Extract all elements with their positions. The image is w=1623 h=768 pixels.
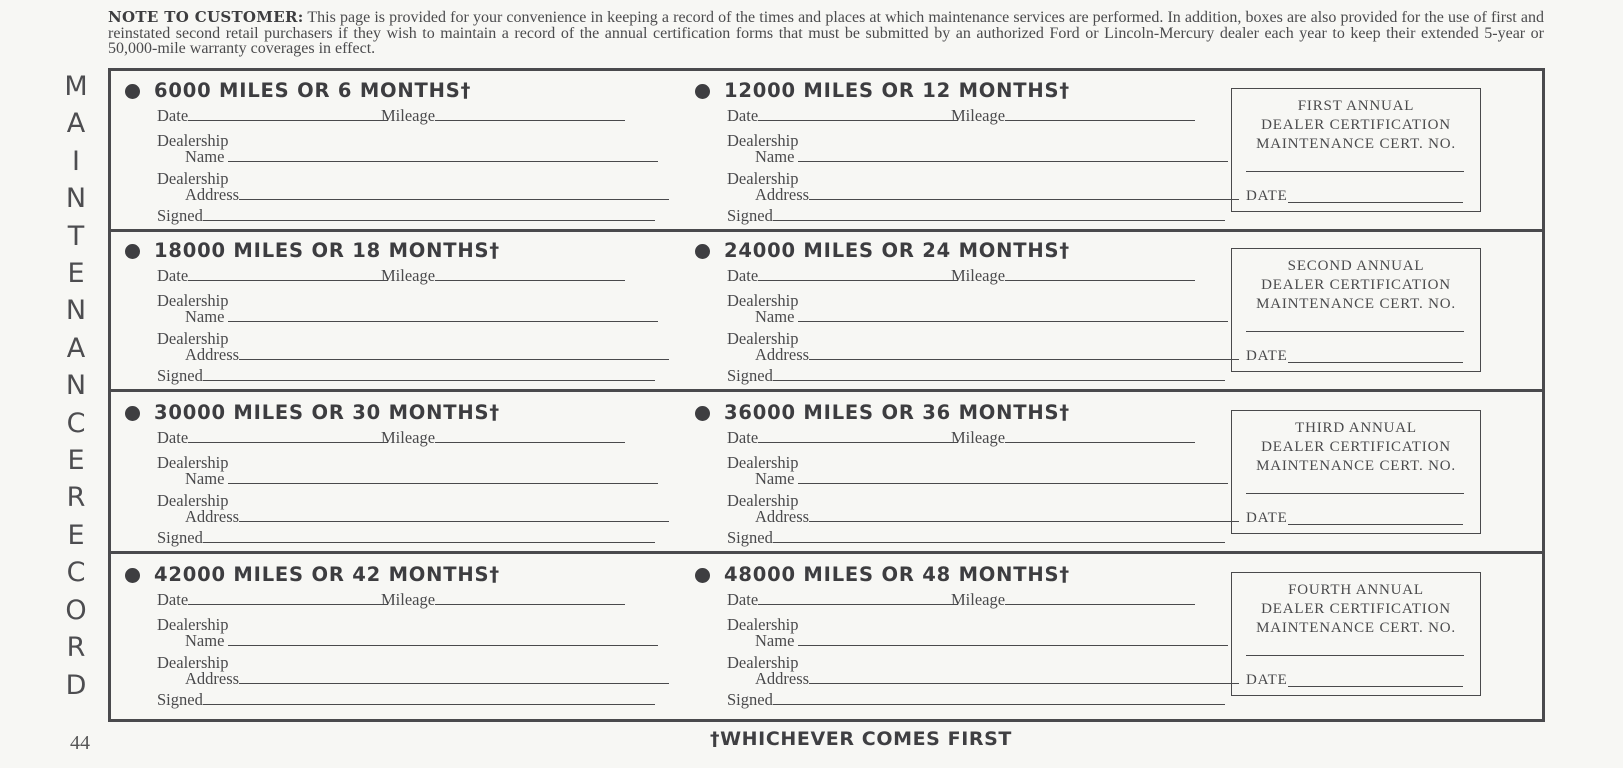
- service-record-block: [695, 393, 1205, 553]
- annual-certification-box: [1231, 572, 1481, 696]
- service-record-block: [125, 71, 635, 231]
- mileage-field[interactable]: [381, 591, 625, 608]
- service-interval-title: 12000 MILES OR 12 MONTHS†: [724, 79, 1070, 102]
- cert-number-line[interactable]: [1246, 655, 1464, 656]
- dealership-name-line[interactable]: [228, 645, 658, 646]
- date-line[interactable]: [188, 442, 388, 443]
- service-heading: [125, 563, 500, 586]
- note-body: This page is provided for your convenience in keeping a record of the times and places at which maintenance services are performed. In addition, boxes are also provided for the use of first and reinstated second retail purchasers if they wish to maintain a record of the annual certification forms that must be submitted by an authorized Ford or Lincoln-Mercury dealer each year to keep their extended 5-year or 50,000-mile warranty coverages in effect.: [108, 9, 1544, 57]
- side-title-letter: C: [66, 407, 86, 439]
- mileage-field[interactable]: [381, 107, 625, 124]
- service-record-block: [695, 555, 1205, 715]
- footnote: †WHICHEVER COMES FIRST: [710, 728, 1012, 750]
- signed-field[interactable]: [157, 529, 655, 546]
- date-line[interactable]: [758, 604, 958, 605]
- mileage-line[interactable]: [435, 442, 625, 443]
- dealership-address-line[interactable]: [809, 683, 1239, 684]
- dealership-address-line[interactable]: [809, 521, 1239, 522]
- dealership-name-label: [727, 293, 798, 325]
- cert-number-line[interactable]: [1246, 171, 1464, 172]
- service-heading: [125, 79, 471, 102]
- cert-heading-line: MAINTENANCE CERT. NO.: [1256, 620, 1456, 636]
- dealership-label: Dealership: [727, 291, 799, 310]
- mileage-label: Mileage: [951, 590, 1006, 609]
- side-title-letter: E: [67, 258, 85, 290]
- maintenance-row: [111, 555, 1542, 716]
- mileage-label: Mileage: [381, 106, 436, 125]
- cert-heading-line: DEALER CERTIFICATION: [1261, 117, 1451, 133]
- signed-line[interactable]: [773, 220, 1225, 221]
- dealership-address-label: [157, 655, 239, 687]
- date-line[interactable]: [188, 604, 388, 605]
- cert-heading-line: DEALER CERTIFICATION: [1261, 439, 1451, 455]
- mileage-field[interactable]: [381, 429, 625, 446]
- date-label: Date: [157, 590, 189, 609]
- dealership-label: Dealership: [727, 453, 799, 472]
- signed-field[interactable]: [727, 207, 1225, 224]
- address-label: Address: [755, 669, 810, 688]
- side-title-letter: N: [65, 370, 87, 402]
- dealership-address-field[interactable]: [727, 331, 1239, 363]
- dealership-address-label: [157, 493, 239, 525]
- mileage-field[interactable]: [951, 107, 1195, 124]
- dealership-label: Dealership: [157, 329, 229, 348]
- dealership-address-line[interactable]: [239, 359, 669, 360]
- maintenance-row: [111, 393, 1542, 554]
- dealership-address-line[interactable]: [239, 199, 669, 200]
- dealership-name-line[interactable]: [798, 161, 1228, 162]
- name-label: Name: [185, 307, 225, 326]
- mileage-line[interactable]: [435, 604, 625, 605]
- dealership-address-line[interactable]: [809, 199, 1239, 200]
- mileage-label: Mileage: [951, 428, 1006, 447]
- dealership-label: Dealership: [157, 453, 229, 472]
- service-record-block: [695, 231, 1205, 391]
- date-label: Date: [157, 106, 189, 125]
- dealership-name-label: [727, 133, 798, 165]
- signed-field[interactable]: [727, 367, 1225, 384]
- cert-number-line[interactable]: [1246, 331, 1464, 332]
- date-label: Date: [727, 106, 759, 125]
- dealership-name-field[interactable]: [157, 617, 658, 649]
- name-label: Name: [185, 147, 225, 166]
- side-title-letter: R: [66, 632, 86, 664]
- bullet-dot-icon: [125, 568, 140, 583]
- dealership-label: Dealership: [157, 169, 229, 188]
- address-label: Address: [185, 669, 240, 688]
- mileage-field[interactable]: [381, 267, 625, 284]
- cert-heading-line: MAINTENANCE CERT. NO.: [1256, 296, 1456, 312]
- cert-heading-line: DEALER CERTIFICATION: [1261, 601, 1451, 617]
- dealership-label: Dealership: [157, 131, 229, 150]
- page-number: 44: [70, 732, 90, 754]
- dealership-label: Dealership: [727, 169, 799, 188]
- cert-heading-line: FOURTH ANNUAL: [1288, 582, 1424, 598]
- service-heading: [695, 563, 1070, 586]
- note-to-customer: [108, 10, 1544, 57]
- mileage-field[interactable]: [951, 429, 1195, 446]
- signed-field[interactable]: [157, 207, 655, 224]
- date-field[interactable]: [157, 107, 388, 124]
- annual-certification-box: [1231, 88, 1481, 212]
- signed-label: Signed: [727, 690, 773, 709]
- signed-line[interactable]: [203, 704, 655, 705]
- address-label: Address: [755, 345, 810, 364]
- side-title-letter: N: [65, 295, 87, 327]
- cert-heading-line: DEALER CERTIFICATION: [1261, 277, 1451, 293]
- cert-date-label: DATE: [1246, 672, 1288, 688]
- cert-heading-line: MAINTENANCE CERT. NO.: [1256, 458, 1456, 474]
- signed-line[interactable]: [773, 704, 1225, 705]
- cert-date-label: DATE: [1246, 188, 1288, 204]
- service-record-block: [125, 393, 635, 553]
- dealership-address-label: [157, 171, 239, 203]
- service-interval-title: 6000 MILES OR 6 MONTHS†: [154, 79, 472, 102]
- cert-date-line[interactable]: [1288, 686, 1463, 687]
- name-label: Name: [755, 469, 795, 488]
- bullet-dot-icon: [125, 84, 140, 99]
- dealership-label: Dealership: [157, 653, 229, 672]
- cert-date-line[interactable]: [1288, 202, 1463, 203]
- note-heading: NOTE TO CUSTOMER:: [108, 8, 304, 26]
- side-title-letter: A: [66, 332, 86, 364]
- cert-date-label: DATE: [1246, 510, 1288, 526]
- signed-label: Signed: [727, 206, 773, 225]
- service-interval-title: 24000 MILES OR 24 MONTHS†: [724, 239, 1070, 262]
- dealership-address-field[interactable]: [157, 493, 669, 525]
- dealership-address-field[interactable]: [157, 171, 669, 203]
- dealership-label: Dealership: [157, 615, 229, 634]
- service-heading: [695, 79, 1070, 102]
- dealership-address-field[interactable]: [727, 171, 1239, 203]
- dealership-name-field[interactable]: [727, 293, 1228, 325]
- dealership-name-field[interactable]: [157, 133, 658, 165]
- maintenance-row: [111, 231, 1542, 392]
- dealership-label: Dealership: [727, 653, 799, 672]
- side-title-letter: C: [66, 557, 86, 589]
- name-label: Name: [755, 307, 795, 326]
- mileage-line[interactable]: [435, 120, 625, 121]
- bullet-dot-icon: [695, 568, 710, 583]
- cert-date-field[interactable]: [1246, 509, 1463, 528]
- signed-line[interactable]: [773, 542, 1225, 543]
- side-title-letter: M: [64, 71, 88, 102]
- signed-label: Signed: [157, 528, 203, 547]
- address-label: Address: [185, 345, 240, 364]
- service-heading: [125, 239, 500, 262]
- signed-field[interactable]: [157, 367, 655, 384]
- dealership-name-field[interactable]: [727, 133, 1228, 165]
- mileage-line[interactable]: [435, 280, 625, 281]
- dealership-address-label: [727, 655, 809, 687]
- dealership-address-line[interactable]: [239, 683, 669, 684]
- side-title: [60, 68, 92, 704]
- dealership-address-field[interactable]: [157, 331, 669, 363]
- dealership-name-label: [157, 617, 228, 649]
- dealership-name-line[interactable]: [228, 321, 658, 322]
- mileage-line[interactable]: [1005, 280, 1195, 281]
- dealership-name-line[interactable]: [228, 483, 658, 484]
- dealership-name-label: [157, 133, 228, 165]
- dealership-address-field[interactable]: [727, 655, 1239, 687]
- dealership-name-line[interactable]: [798, 645, 1228, 646]
- annual-certification-box: [1231, 248, 1481, 372]
- signed-field[interactable]: [157, 691, 655, 708]
- date-label: Date: [157, 266, 189, 285]
- date-line[interactable]: [188, 280, 388, 281]
- date-line[interactable]: [758, 442, 958, 443]
- signed-field[interactable]: [727, 529, 1225, 546]
- signed-line[interactable]: [203, 220, 655, 221]
- mileage-label: Mileage: [381, 266, 436, 285]
- service-interval-title: 30000 MILES OR 30 MONTHS†: [154, 401, 500, 424]
- dealership-name-field[interactable]: [727, 617, 1228, 649]
- cert-heading-line: THIRD ANNUAL: [1295, 420, 1417, 436]
- side-title-letter: O: [65, 594, 87, 626]
- address-label: Address: [755, 185, 810, 204]
- dealership-address-field[interactable]: [727, 493, 1239, 525]
- side-title-letter: I: [72, 145, 80, 177]
- dealership-name-line[interactable]: [798, 321, 1228, 322]
- dealership-address-line[interactable]: [809, 359, 1239, 360]
- dealership-address-line[interactable]: [239, 521, 669, 522]
- name-label: Name: [755, 147, 795, 166]
- dealership-name-field[interactable]: [157, 455, 658, 487]
- dealership-label: Dealership: [727, 615, 799, 634]
- date-line[interactable]: [758, 120, 958, 121]
- dealership-label: Dealership: [727, 491, 799, 510]
- bullet-dot-icon: [695, 84, 710, 99]
- service-heading: [125, 401, 500, 424]
- dealership-name-label: [157, 293, 228, 325]
- date-label: Date: [727, 266, 759, 285]
- service-record-block: [125, 231, 635, 391]
- signed-line[interactable]: [773, 380, 1225, 381]
- date-line[interactable]: [758, 280, 958, 281]
- dealership-address-label: [727, 493, 809, 525]
- dealership-name-line[interactable]: [798, 483, 1228, 484]
- signed-field[interactable]: [727, 691, 1225, 708]
- dealership-name-label: [727, 617, 798, 649]
- dealership-label: Dealership: [727, 329, 799, 348]
- side-title-letter: N: [65, 183, 87, 215]
- dealership-label: Dealership: [727, 131, 799, 150]
- cert-date-line[interactable]: [1288, 362, 1463, 363]
- dealership-label: Dealership: [157, 491, 229, 510]
- date-label: Date: [157, 428, 189, 447]
- cert-date-field[interactable]: [1246, 671, 1463, 690]
- service-record-block: [125, 555, 635, 715]
- cert-heading-line: SECOND ANNUAL: [1287, 258, 1425, 274]
- dealership-address-field[interactable]: [157, 655, 669, 687]
- cert-date-field[interactable]: [1246, 187, 1463, 206]
- mileage-field[interactable]: [951, 267, 1195, 284]
- address-label: Address: [185, 185, 240, 204]
- service-interval-title: 48000 MILES OR 48 MONTHS†: [724, 563, 1070, 586]
- dealership-name-line[interactable]: [228, 161, 658, 162]
- cert-heading-line: MAINTENANCE CERT. NO.: [1256, 136, 1456, 152]
- signed-line[interactable]: [203, 380, 655, 381]
- signed-label: Signed: [727, 366, 773, 385]
- cert-date-label: DATE: [1246, 348, 1288, 364]
- mileage-label: Mileage: [381, 590, 436, 609]
- side-title-letter: T: [67, 220, 85, 252]
- service-record-block: [695, 71, 1205, 231]
- signed-line[interactable]: [203, 542, 655, 543]
- date-field[interactable]: [727, 107, 958, 124]
- annual-certification-box: [1231, 410, 1481, 534]
- dealership-name-label: [157, 455, 228, 487]
- mileage-label: Mileage: [951, 266, 1006, 285]
- service-interval-title: 42000 MILES OR 42 MONTHS†: [154, 563, 500, 586]
- side-title-letter: R: [66, 482, 86, 514]
- bullet-dot-icon: [125, 406, 140, 421]
- mileage-label: Mileage: [951, 106, 1006, 125]
- cert-date-field[interactable]: [1246, 347, 1463, 366]
- date-line[interactable]: [188, 120, 388, 121]
- cert-date-line[interactable]: [1288, 524, 1463, 525]
- name-label: Name: [185, 631, 225, 650]
- mileage-label: Mileage: [381, 428, 436, 447]
- signed-label: Signed: [157, 690, 203, 709]
- side-title-letter: E: [67, 519, 85, 551]
- cert-number-line[interactable]: [1246, 493, 1464, 494]
- name-label: Name: [755, 631, 795, 650]
- bullet-dot-icon: [695, 244, 710, 259]
- side-title-letter: A: [66, 108, 86, 140]
- dealership-address-label: [157, 331, 239, 363]
- mileage-field[interactable]: [951, 591, 1195, 608]
- service-heading: [695, 401, 1070, 424]
- dealership-label: Dealership: [157, 291, 229, 310]
- address-label: Address: [755, 507, 810, 526]
- address-label: Address: [185, 507, 240, 526]
- side-title-letter: E: [67, 445, 85, 477]
- maintenance-row: [111, 71, 1542, 232]
- date-field[interactable]: [727, 429, 958, 446]
- bullet-dot-icon: [125, 244, 140, 259]
- maintenance-record-form: [108, 68, 1545, 722]
- date-label: Date: [727, 590, 759, 609]
- date-field[interactable]: [727, 591, 958, 608]
- mileage-line[interactable]: [1005, 120, 1195, 121]
- signed-label: Signed: [727, 528, 773, 547]
- date-field[interactable]: [157, 591, 388, 608]
- signed-label: Signed: [157, 366, 203, 385]
- dealership-name-field[interactable]: [157, 293, 658, 325]
- dealership-name-label: [727, 455, 798, 487]
- dealership-address-label: [727, 331, 809, 363]
- service-interval-title: 18000 MILES OR 18 MONTHS†: [154, 239, 500, 262]
- cert-heading-line: FIRST ANNUAL: [1297, 98, 1415, 114]
- signed-label: Signed: [157, 206, 203, 225]
- date-field[interactable]: [157, 429, 388, 446]
- date-field[interactable]: [157, 267, 388, 284]
- service-interval-title: 36000 MILES OR 36 MONTHS†: [724, 401, 1070, 424]
- date-field[interactable]: [727, 267, 958, 284]
- bullet-dot-icon: [695, 406, 710, 421]
- service-heading: [695, 239, 1070, 262]
- dealership-address-label: [727, 171, 809, 203]
- dealership-name-field[interactable]: [727, 455, 1228, 487]
- side-title-letter: D: [65, 669, 87, 701]
- mileage-line[interactable]: [1005, 442, 1195, 443]
- date-label: Date: [727, 428, 759, 447]
- mileage-line[interactable]: [1005, 604, 1195, 605]
- name-label: Name: [185, 469, 225, 488]
